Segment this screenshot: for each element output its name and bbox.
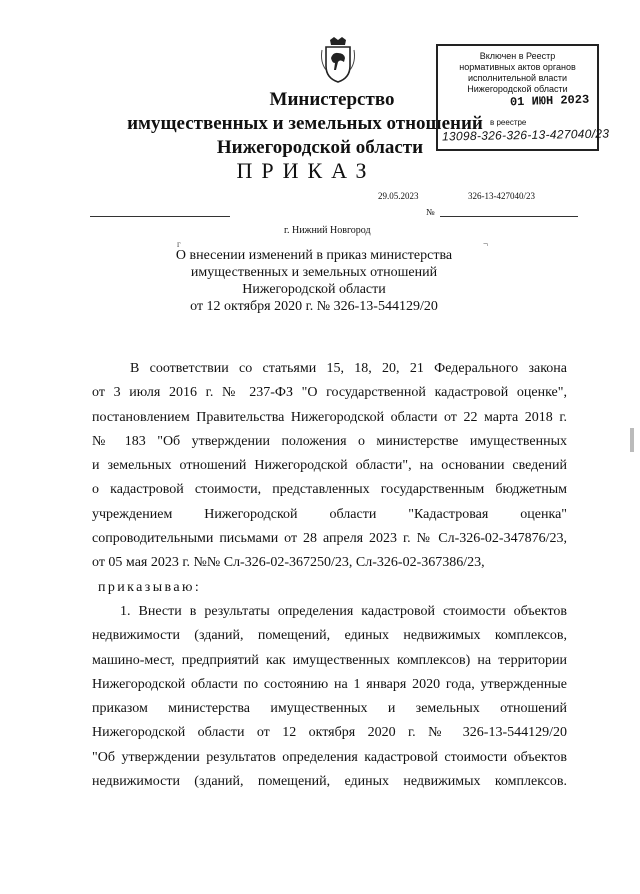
stamp-line4: Нижегородской области: [467, 84, 568, 94]
ministry-name-line3: Нижегородской области: [216, 137, 424, 158]
subject-line1: О внесении изменений в приказ министерства: [175, 248, 453, 263]
stamp-line2: нормативных актов органов: [459, 62, 576, 72]
body-line: от 05 мая 2023 г. №№ Сл-326-02-367250/23, Сл-326-02-367386/23,: [92, 555, 485, 571]
body-line: недвижимости (зданий, помещений, единых недвижимых комплексов.: [92, 774, 567, 790]
body-line: учреждением Нижегородской области "Кадастровая оценка": [92, 506, 567, 522]
subject-line4: от 12 октября 2020 г. № 326-13-544129/20: [190, 299, 438, 314]
stamp-reg-note: в реестре: [490, 118, 527, 127]
body-line: и земельных отношений Нижегородской области", на основании сведений: [92, 458, 567, 474]
coat-of-arms-icon: [318, 36, 358, 84]
body-line: "Об утверждении результатов определения кадастровой стоимости объектов: [92, 749, 567, 765]
number-sign: №: [426, 207, 435, 217]
stamp-line1: Включен в Реестр: [479, 51, 556, 61]
number-underline: [440, 216, 578, 217]
order-subject: [0, 247, 634, 315]
subject-line2: имущественных и земельных отношений: [190, 265, 438, 280]
body-line: о кадастровой стоимости, представленных государственным бюджетным: [92, 482, 567, 498]
subject-line3: Нижегородской области: [242, 282, 386, 297]
body-line: Нижегородской области от 12 октября 2020 г. № 326-13-544129/20: [92, 725, 567, 741]
ministry-name-line2: имущественных и земельных отношений: [127, 113, 483, 134]
body-line: № 183 "Об утверждении положения о министерстве имущественных: [92, 433, 567, 449]
subject-corner-mark-left: г: [177, 239, 181, 249]
body-line: недвижимости (зданий, помещений, единых недвижимых комплексов,: [92, 628, 567, 644]
body-line: сопроводительными письмами от 28 апреля 2023 г. № Сл-326-02-347876/23,: [92, 531, 567, 547]
subject-corner-mark-right: ¬: [483, 239, 489, 249]
scan-edge-mark: [630, 428, 634, 452]
order-date: 29.05.2023: [378, 191, 419, 201]
stamp-reg-number: 13098-326-326-13-427040/23: [441, 126, 610, 144]
stamp-date: 01 ИЮН 2023: [509, 92, 590, 110]
date-underline: [90, 216, 230, 217]
body-line: постановлением Правительства Нижегородской области от 22 марта 2018 г.: [92, 409, 567, 425]
body-line: 1. Внести в результаты определения кадастровой стоимости объектов: [120, 603, 567, 619]
document-body: [92, 357, 567, 794]
registry-stamp: [436, 44, 610, 151]
stamp-line3: исполнительной власти: [467, 73, 568, 83]
order-number: 326-13-427040/23: [468, 191, 535, 201]
ministry-name-line1: Министерство: [269, 89, 395, 110]
order-verb: приказываю:: [98, 579, 202, 595]
body-line: Нижегородской области по состоянию на 1 января 2020 года, утвержденные: [92, 676, 567, 692]
body-line: В соответствии со статьями 15, 18, 20, 21 Федерального закона: [130, 361, 567, 376]
document-title: ПРИКАЗ: [236, 158, 376, 183]
body-line: от 3 июля 2016 г. № 237-ФЗ "О государственной кадастровой оценке",: [92, 385, 567, 401]
body-line: приказом министерства имущественных и земельных отношений: [92, 701, 567, 717]
city-name: г. Нижний Новгород: [284, 225, 371, 236]
body-line: машино-мест, предприятий как имущественных комплексов) на территории: [92, 652, 567, 668]
